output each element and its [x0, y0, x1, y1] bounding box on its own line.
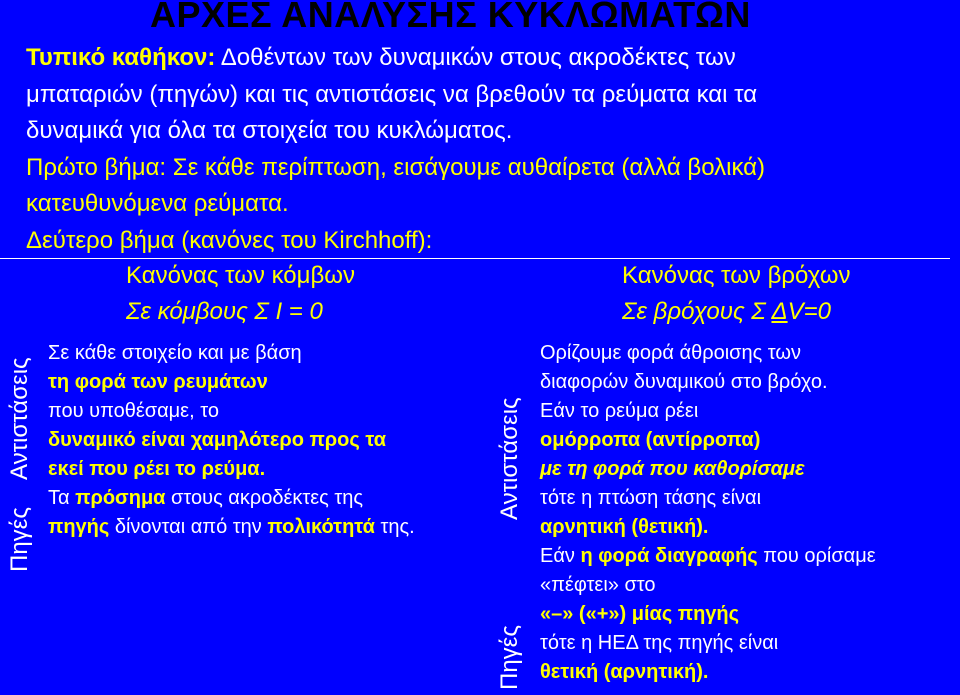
intro-line-1: [26, 40, 765, 77]
right-line-6: τότε η πτώση τάσης είναι: [540, 487, 762, 509]
intro-line-2: μπαταριών (πηγών) και τις αντιστάσεις να βρεθούν τα ρεύματα και τα: [26, 80, 758, 108]
loop-rule-formula: [622, 298, 831, 326]
left-line-5: εκεί που ρέει το ρεύμα.: [48, 458, 266, 480]
left-line-7: [48, 513, 415, 542]
left-line-6a: Τα: [48, 487, 76, 509]
left-line-7c: πολικότητά: [267, 516, 375, 538]
left-label-resistors: Αντιστάσεις: [6, 357, 33, 480]
page-title: ΑΡΧΕΣ ΑΝΑΛΥΣΗΣ ΚΥΚΛΩΜΑΤΩΝ: [150, 0, 751, 35]
step2-heading: Δεύτερο βήμα (κανόνες του Kirchhoff):: [26, 226, 433, 254]
loop-rule-body: [540, 339, 876, 687]
right-line-8: [540, 542, 876, 571]
mid-label-sources: Πηγές: [496, 625, 523, 690]
header-divider: [0, 258, 950, 259]
right-line-8a: Εάν: [540, 545, 581, 567]
left-label-sources: Πηγές: [6, 507, 33, 572]
left-line-7a: πηγής: [48, 516, 110, 538]
right-line-1: Ορίζουμε φορά άθροισης των: [540, 342, 802, 364]
intro-line-3: δυναμικά για όλα τα στοιχεία του κυκλώματος.: [26, 117, 513, 144]
loop-formula-prefix: Σε βρόχους Σ: [622, 298, 772, 325]
node-rule-body: [48, 339, 415, 542]
left-line-7b: δίνονται από την: [109, 516, 268, 538]
right-line-5: με τη φορά που καθορίσαμε: [540, 458, 805, 480]
node-rule-title: Κανόνας των κόμβων: [126, 262, 356, 289]
right-line-2: διαφορών δυναμικού στο βρόχο.: [540, 371, 828, 393]
step1-text-1: Σε κάθε περίπτωση, εισάγουμε αυθαίρετα (αλλά βολικά): [166, 153, 766, 181]
step1-label: Πρώτο βήμα:: [26, 153, 167, 181]
left-line-2: τη φορά των ρευμάτων: [48, 371, 268, 393]
intro-line-4: [26, 150, 765, 187]
left-line-6b: πρόσημα: [75, 487, 166, 509]
loop-formula-suffix: V=0: [787, 298, 831, 325]
right-line-7: αρνητική (θετική).: [540, 516, 709, 538]
left-line-3: που υποθέσαμε, το: [48, 400, 219, 422]
right-line-10: «–» («+») μίας πηγής: [540, 603, 740, 625]
node-rule-formula: Σε κόμβους Σ I = 0: [126, 298, 323, 325]
mid-label-resistors: Αντιστάσεις: [496, 397, 523, 520]
task-label: Τυπικό καθήκον:: [26, 44, 216, 71]
left-line-6: [48, 484, 415, 513]
left-line-7d: της.: [374, 516, 415, 538]
right-line-8b: η φορά διαγραφής: [580, 545, 758, 567]
right-line-9: «πέφτει» στο: [540, 574, 656, 596]
right-line-3: Εάν το ρεύμα ρέει: [540, 400, 699, 422]
right-line-12: θετική (αρνητική).: [540, 661, 709, 683]
delta-symbol: Δ: [771, 298, 788, 325]
right-line-4: ομόρροπα (αντίρροπα): [540, 429, 761, 451]
task-text-1: Δοθέντων των δυναμικών στους ακροδέκτες των: [215, 44, 736, 71]
right-line-8c: που ορίσαμε: [757, 545, 876, 567]
right-line-11: τότε η ΗΕΔ της πηγής είναι: [540, 632, 779, 654]
loop-rule-title: Κανόνας των βρόχων: [622, 262, 851, 289]
left-line-6c: στους ακροδέκτες της: [165, 487, 364, 509]
left-line-4: δυναμικό είναι χαμηλότερο προς τα: [48, 429, 386, 451]
left-line-1: Σε κάθε στοιχείο και με βάση: [48, 342, 302, 364]
intro-text: [26, 40, 765, 259]
intro-line-5: κατευθυνόμενα ρεύματα.: [26, 190, 289, 217]
